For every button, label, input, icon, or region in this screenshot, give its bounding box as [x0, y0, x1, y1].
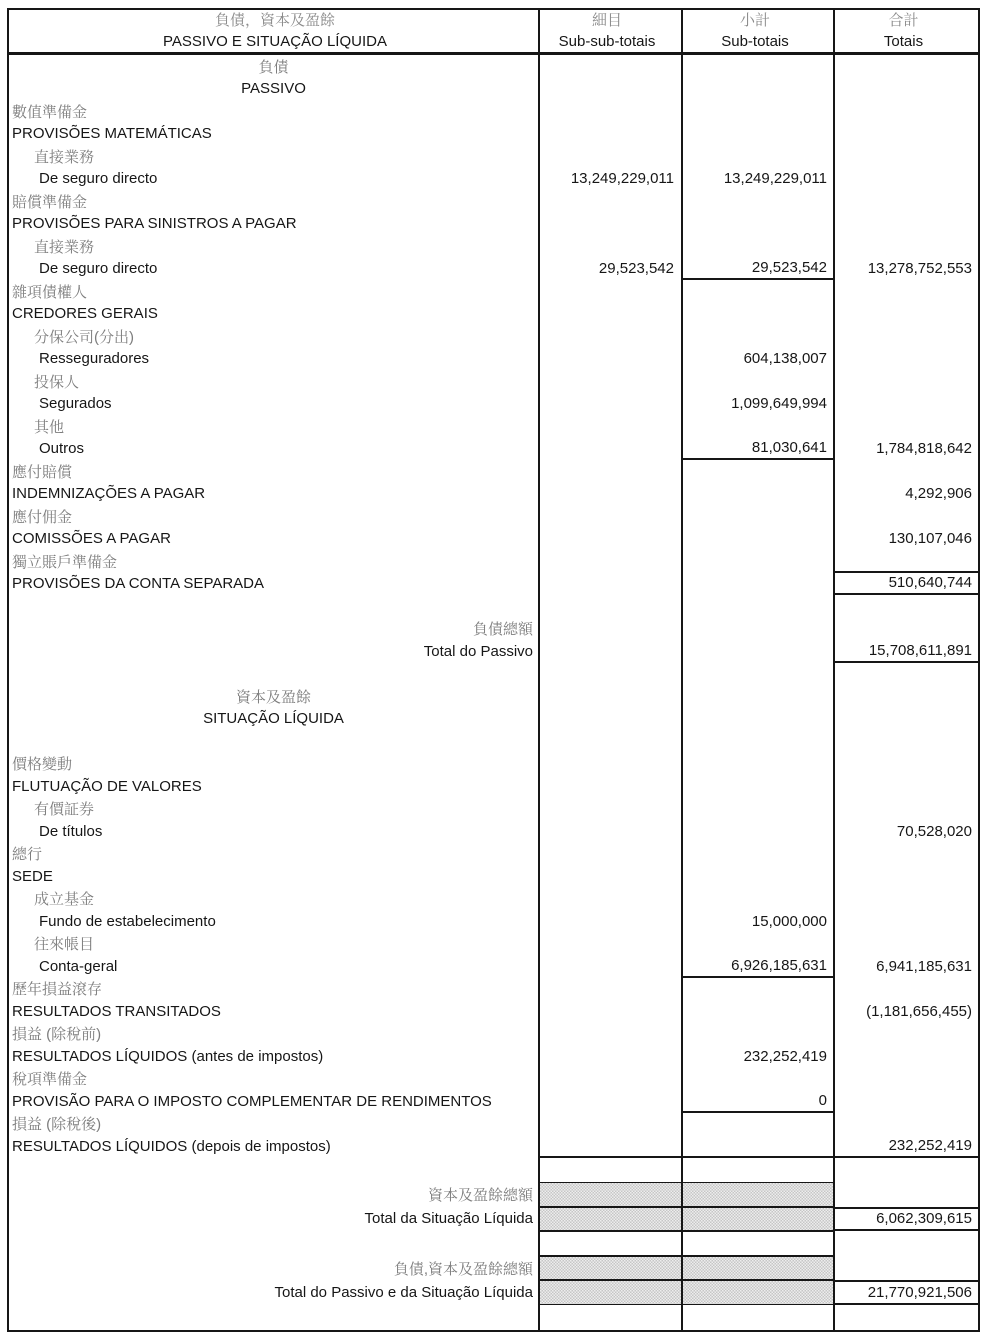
row-label: PROVISÕES MATEMÁTICAS	[9, 123, 540, 146]
cell-c3	[683, 820, 835, 843]
cell-c3	[683, 528, 835, 551]
table-row	[9, 55, 978, 78]
cell-c2	[540, 1207, 683, 1232]
cell-c2	[540, 460, 683, 483]
table-row	[9, 1158, 978, 1183]
table-header-row	[9, 10, 978, 55]
row-label	[9, 1231, 540, 1256]
row-label: Conta-geral	[9, 955, 540, 978]
cell-c4	[835, 1256, 978, 1281]
cell-c2	[540, 685, 683, 708]
cell-c2	[540, 303, 683, 326]
row-label: 數值準備金	[9, 100, 540, 123]
cell-c2: 13,249,229,011	[540, 168, 683, 191]
cell-c3	[683, 708, 835, 731]
cell-c3: 13,249,229,011	[683, 168, 835, 191]
cell-c3	[683, 550, 835, 573]
header-sub-totals-pt: Sub-totais	[721, 33, 789, 50]
cell-c4	[835, 978, 978, 1001]
cell-c4	[835, 280, 978, 303]
header-totals-pt: Totais	[883, 33, 924, 50]
cell-c2	[540, 100, 683, 123]
cell-c3	[683, 280, 835, 303]
cell-c3	[683, 1207, 835, 1232]
header-sub-sub-totals-pt: Sub-sub-totais	[558, 33, 656, 50]
cell-c4: 1,784,818,642	[876, 440, 972, 458]
row-label: 投保人	[9, 370, 540, 393]
cell-c4: 130,107,046	[888, 530, 972, 548]
table-row	[9, 933, 978, 956]
cell-c2	[540, 1158, 683, 1183]
cell-c2	[540, 123, 683, 146]
row-label: 雜項債權人	[9, 280, 540, 303]
row-label: 資本及盈餘	[9, 685, 540, 708]
row-label	[9, 1158, 540, 1183]
table-row	[9, 483, 978, 506]
cell-c3: 15,000,000	[683, 910, 835, 933]
table-row	[9, 528, 978, 551]
table-row	[9, 303, 978, 326]
table-row	[9, 438, 978, 461]
cell-c4: 13,278,752,553	[867, 260, 972, 278]
cell-c4	[835, 708, 978, 731]
cell-c2	[540, 348, 683, 371]
cell-c4	[835, 1113, 978, 1136]
header-sub-totals-zh: 小計	[739, 12, 770, 29]
cell-c4	[835, 235, 978, 258]
cell-c2	[540, 1305, 683, 1330]
cell-c4	[835, 1023, 978, 1046]
cell-c3	[683, 595, 835, 618]
row-label: 損益 (除稅後)	[9, 1113, 540, 1136]
row-label: 應付佣金	[9, 505, 540, 528]
header-description-zh: 負債，資本及盈餘	[214, 12, 335, 29]
cell-c2	[540, 1068, 683, 1091]
table-row	[9, 888, 978, 911]
cell-c2	[540, 393, 683, 416]
cell-c2	[540, 708, 683, 731]
cell-c2	[540, 1000, 683, 1023]
row-label: PASSIVO	[9, 78, 540, 101]
header-col-totals	[835, 10, 978, 52]
table-row	[9, 798, 978, 821]
cell-c3	[683, 145, 835, 168]
table-row	[9, 640, 978, 663]
row-label: De seguro directo	[9, 168, 540, 191]
row-label: Total do Passivo	[9, 640, 540, 663]
cell-c4	[835, 550, 978, 573]
cell-c2	[540, 370, 683, 393]
cell-c4	[835, 685, 978, 708]
cell-c4	[835, 1090, 978, 1113]
row-label: 稅項準備金	[9, 1068, 540, 1091]
row-label: 損益 (除稅前)	[9, 1023, 540, 1046]
cell-c2	[540, 843, 683, 866]
cell-c4	[835, 798, 978, 821]
table-row	[9, 78, 978, 101]
cell-c3	[683, 460, 835, 483]
row-label: FLUTUAÇÃO DE VALORES	[9, 775, 540, 798]
row-label	[9, 663, 540, 686]
cell-c2	[540, 1090, 683, 1113]
cell-c3	[683, 618, 835, 641]
header-totals-zh: 合計	[888, 12, 919, 29]
cell-c4	[835, 1231, 978, 1256]
cell-c3	[683, 123, 835, 146]
cell-c2	[540, 483, 683, 506]
cell-c3	[683, 1256, 835, 1281]
cell-c2	[540, 910, 683, 933]
cell-c4	[835, 1045, 978, 1068]
cell-c2	[540, 1023, 683, 1046]
row-label: De títulos	[9, 820, 540, 843]
cell-c3	[683, 1158, 835, 1183]
cell-c2	[540, 505, 683, 528]
cell-c3	[683, 685, 835, 708]
row-label: SITUAÇÃO LÍQUIDA	[9, 708, 540, 731]
cell-c4	[835, 393, 978, 416]
cell-c4	[835, 1182, 978, 1207]
cell-c3	[683, 100, 835, 123]
cell-c3: 0	[683, 1090, 835, 1113]
cell-c2	[540, 550, 683, 573]
table-row	[9, 393, 978, 416]
table-row	[9, 865, 978, 888]
table-row	[9, 100, 978, 123]
table-row	[9, 505, 978, 528]
cell-c3	[683, 235, 835, 258]
cell-c4	[835, 78, 978, 101]
cell-c3	[683, 78, 835, 101]
cell-c2	[540, 640, 683, 663]
cell-c2	[540, 618, 683, 641]
cell-c2	[540, 1045, 683, 1068]
table-row	[9, 145, 978, 168]
row-label: 歷年損益滾存	[9, 978, 540, 1001]
table-row	[9, 123, 978, 146]
cell-c2	[540, 1135, 683, 1158]
cell-c4: 510,640,744	[835, 573, 978, 596]
cell-c4: 21,770,921,506	[835, 1280, 978, 1305]
table-row	[9, 460, 978, 483]
cell-c2	[540, 1113, 683, 1136]
cell-c3: 232,252,419	[683, 1045, 835, 1068]
cell-c3	[683, 1135, 835, 1158]
cell-c2	[540, 820, 683, 843]
cell-c4	[835, 123, 978, 146]
cell-c4	[835, 618, 978, 641]
table-row	[9, 753, 978, 776]
table-row	[9, 1231, 978, 1256]
header-description-pt: PASSIVO E SITUAÇÃO LÍQUIDA	[163, 33, 387, 50]
row-label: 其他	[9, 415, 540, 438]
row-label: PROVISÃO PARA O IMPOSTO COMPLEMENTAR DE RENDIMENTOS	[9, 1090, 540, 1113]
cell-c2	[540, 978, 683, 1001]
row-label: 成立基金	[9, 888, 540, 911]
cell-c3	[683, 730, 835, 753]
row-label: RESULTADOS LÍQUIDOS (antes de impostos)	[9, 1045, 540, 1068]
balance-sheet-table	[7, 8, 980, 1332]
cell-c3	[683, 190, 835, 213]
table-row	[9, 573, 978, 596]
row-label: 直接業務	[9, 235, 540, 258]
cell-c3	[683, 303, 835, 326]
cell-c4	[835, 415, 978, 438]
cell-c3	[683, 370, 835, 393]
cell-c2	[540, 145, 683, 168]
row-label: Total da Situação Líquida	[9, 1207, 540, 1232]
cell-c4	[835, 55, 978, 78]
row-label: PROVISÕES PARA SINISTROS A PAGAR	[9, 213, 540, 236]
cell-c3	[683, 843, 835, 866]
cell-c3	[683, 1000, 835, 1023]
cell-c2	[540, 663, 683, 686]
row-label: 價格變動	[9, 753, 540, 776]
cell-c4: (1,181,656,455)	[866, 1002, 972, 1020]
cell-c3: 6,926,185,631	[683, 955, 835, 978]
cell-c4	[835, 730, 978, 753]
cell-c2	[540, 213, 683, 236]
cell-c4	[835, 1068, 978, 1091]
cell-c2	[540, 415, 683, 438]
table-body	[9, 55, 978, 1330]
cell-c2	[540, 933, 683, 956]
table-row	[9, 618, 978, 641]
row-label: 分保公司(分出)	[9, 325, 540, 348]
table-row	[9, 663, 978, 686]
cell-c3	[683, 978, 835, 1001]
cell-c3	[683, 573, 835, 596]
row-label: INDEMNIZAÇÕES A PAGAR	[9, 483, 540, 506]
cell-c3	[683, 933, 835, 956]
cell-c2	[540, 798, 683, 821]
cell-c4: 4,292,906	[905, 485, 972, 503]
row-label	[9, 1305, 540, 1330]
table-row	[9, 1068, 978, 1091]
cell-c3	[683, 505, 835, 528]
cell-c3	[683, 325, 835, 348]
cell-c4	[835, 1305, 978, 1330]
table-row	[9, 280, 978, 303]
table-row	[9, 978, 978, 1001]
table-row	[9, 168, 978, 191]
table-row	[9, 370, 978, 393]
table-row	[9, 843, 978, 866]
table-row	[9, 595, 978, 618]
row-label	[9, 730, 540, 753]
cell-c2	[540, 1182, 683, 1207]
row-label: 有價証券	[9, 798, 540, 821]
cell-c4	[835, 888, 978, 911]
row-label: 總行	[9, 843, 540, 866]
row-label: Fundo de estabelecimento	[9, 910, 540, 933]
cell-c3	[683, 1231, 835, 1256]
table-row	[9, 708, 978, 731]
table-row	[9, 1305, 978, 1330]
row-label: 負債總額	[9, 618, 540, 641]
cell-c4	[835, 595, 978, 618]
table-row	[9, 775, 978, 798]
cell-c2	[540, 325, 683, 348]
cell-c2	[540, 438, 683, 461]
row-label: 直接業務	[9, 145, 540, 168]
cell-c2: 29,523,542	[540, 258, 683, 281]
row-label: COMISSÕES A PAGAR	[9, 528, 540, 551]
cell-c3	[683, 1305, 835, 1330]
cell-c2	[540, 730, 683, 753]
cell-c2	[540, 528, 683, 551]
cell-c3	[683, 640, 835, 663]
cell-c4	[835, 348, 978, 371]
cell-c4	[835, 168, 978, 191]
cell-c4	[835, 460, 978, 483]
cell-c4	[835, 370, 978, 393]
cell-c3	[683, 55, 835, 78]
cell-c3	[683, 1068, 835, 1091]
row-label	[9, 595, 540, 618]
row-label: SEDE	[9, 865, 540, 888]
cell-c4	[835, 910, 978, 933]
cell-c3	[683, 1182, 835, 1207]
table-row	[9, 1182, 978, 1207]
table-row	[9, 685, 978, 708]
cell-c2	[540, 1280, 683, 1305]
cell-c3	[683, 775, 835, 798]
row-label: Outros	[9, 438, 540, 461]
cell-c4	[835, 663, 978, 686]
cell-c2	[540, 753, 683, 776]
cell-c4	[835, 1158, 978, 1183]
cell-c3: 1,099,649,994	[683, 393, 835, 416]
row-label: CREDORES GERAIS	[9, 303, 540, 326]
cell-c2	[540, 190, 683, 213]
cell-c4	[835, 753, 978, 776]
cell-c3	[683, 483, 835, 506]
row-label: 負債,資本及盈餘總額	[9, 1256, 540, 1281]
row-label: RESULTADOS LÍQUIDOS (depois de impostos)	[9, 1135, 540, 1158]
table-row	[9, 1256, 978, 1281]
header-col-sub-sub-totals	[540, 10, 683, 52]
table-row	[9, 1090, 978, 1113]
cell-c4	[835, 325, 978, 348]
row-label: Segurados	[9, 393, 540, 416]
cell-c3: 29,523,542	[683, 258, 835, 281]
header-col-description	[9, 10, 540, 52]
cell-c4	[835, 775, 978, 798]
table-row	[9, 730, 978, 753]
table-row	[9, 1280, 978, 1305]
table-row	[9, 213, 978, 236]
table-row	[9, 550, 978, 573]
cell-c3	[683, 1023, 835, 1046]
row-label: 應付賠償	[9, 460, 540, 483]
table-row	[9, 1023, 978, 1046]
table-row	[9, 235, 978, 258]
cell-c3	[683, 888, 835, 911]
table-row	[9, 1045, 978, 1068]
table-row	[9, 190, 978, 213]
row-label: 往來帳目	[9, 933, 540, 956]
cell-c4: 232,252,419	[835, 1135, 978, 1158]
table-row	[9, 1135, 978, 1158]
cell-c4	[835, 933, 978, 956]
cell-c2	[540, 1231, 683, 1256]
cell-c2	[540, 78, 683, 101]
row-label: 資本及盈餘總額	[9, 1182, 540, 1207]
row-label: De seguro directo	[9, 258, 540, 281]
cell-c4: 6,941,185,631	[876, 957, 972, 975]
cell-c4: 15,708,611,891	[835, 640, 978, 663]
row-label: RESULTADOS TRANSITADOS	[9, 1000, 540, 1023]
cell-c3	[683, 213, 835, 236]
cell-c3	[683, 415, 835, 438]
table-row	[9, 820, 978, 843]
table-row	[9, 1000, 978, 1023]
cell-c3: 81,030,641	[683, 438, 835, 461]
cell-c2	[540, 865, 683, 888]
cell-c2	[540, 595, 683, 618]
row-label: PROVISÕES DA CONTA SEPARADA	[9, 573, 540, 596]
cell-c4	[835, 865, 978, 888]
cell-c2	[540, 235, 683, 258]
cell-c2	[540, 775, 683, 798]
cell-c3	[683, 865, 835, 888]
cell-c4	[835, 190, 978, 213]
table-row	[9, 1207, 978, 1232]
cell-c2	[540, 888, 683, 911]
cell-c3: 604,138,007	[683, 348, 835, 371]
header-col-sub-totals	[683, 10, 835, 52]
cell-c4	[835, 145, 978, 168]
table-row	[9, 258, 978, 281]
table-row	[9, 1113, 978, 1136]
cell-c3	[683, 753, 835, 776]
cell-c4: 70,528,020	[896, 822, 972, 840]
cell-c3	[683, 663, 835, 686]
header-sub-sub-totals-zh: 細目	[591, 12, 622, 29]
cell-c3	[683, 798, 835, 821]
table-row	[9, 910, 978, 933]
table-row	[9, 415, 978, 438]
cell-c4	[835, 505, 978, 528]
cell-c2	[540, 55, 683, 78]
row-label: Total do Passivo e da Situação Líquida	[9, 1280, 540, 1305]
table-row	[9, 325, 978, 348]
cell-c2	[540, 280, 683, 303]
table-row	[9, 955, 978, 978]
cell-c4: 6,062,309,615	[835, 1207, 978, 1232]
row-label: 獨立賬戶準備金	[9, 550, 540, 573]
row-label: 負債	[9, 55, 540, 78]
cell-c2	[540, 1256, 683, 1281]
row-label: Resseguradores	[9, 348, 540, 371]
cell-c3	[683, 1280, 835, 1305]
cell-c4	[835, 303, 978, 326]
cell-c2	[540, 573, 683, 596]
table-row	[9, 348, 978, 371]
cell-c4	[835, 213, 978, 236]
cell-c4	[835, 100, 978, 123]
cell-c3	[683, 1113, 835, 1136]
row-label: 賠償準備金	[9, 190, 540, 213]
cell-c4	[835, 843, 978, 866]
cell-c2	[540, 955, 683, 978]
